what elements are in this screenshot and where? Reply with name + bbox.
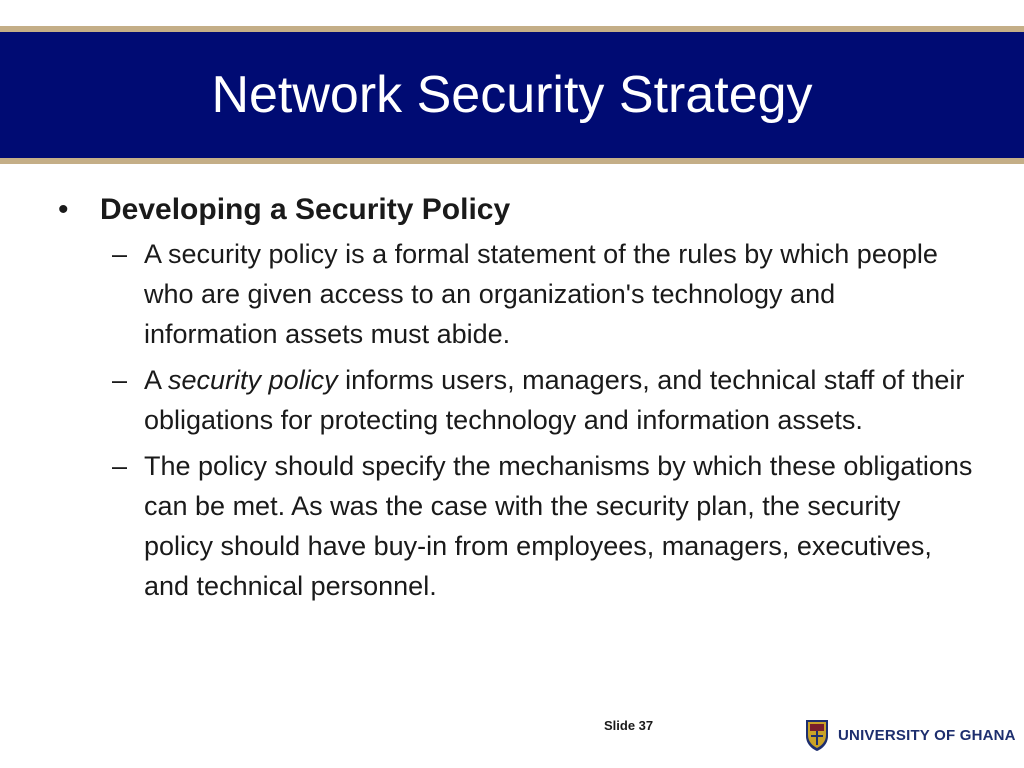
- emphasized-term: security policy: [168, 365, 338, 395]
- bullet-marker: •: [58, 193, 69, 226]
- sub-bullet-text: [144, 360, 974, 440]
- dash-marker: –: [112, 451, 128, 481]
- sub-bullet-list: [112, 234, 988, 606]
- sub-bullet-item: [112, 446, 988, 606]
- university-crest-icon: [804, 718, 830, 752]
- slide-number: Slide 37: [604, 718, 654, 733]
- slide-title: Network Security Strategy: [211, 66, 813, 124]
- university-name: UNIVERSITY OF GHANA: [838, 726, 1016, 744]
- sub-bullet-prefix: A: [144, 365, 169, 395]
- sub-bullet-text: A security policy is a formal statement of the rules by which people who are given access to an organization's technology and information assets must abide.: [144, 239, 938, 349]
- slide-body: [58, 188, 988, 612]
- dash-marker: –: [112, 239, 128, 269]
- sub-bullet-item: [112, 360, 988, 440]
- bullet-heading: Developing a Security Policy: [100, 193, 511, 226]
- sub-bullet-item: [112, 234, 988, 354]
- bullet-item: [58, 188, 988, 232]
- dash-marker: –: [112, 365, 128, 395]
- sub-bullet-text: The policy should specify the mechanisms by which these obligations can be met. As was the case with the security plan, the security policy should have buy-in from employees, managers, executives, and technical personnel.: [144, 451, 973, 601]
- university-logo: [804, 718, 1016, 752]
- title-bottom-rule: [0, 158, 1024, 164]
- sub-bullet-rest: informs users, managers, and technical staff of their obligations for protecting technology and information assets.: [144, 365, 965, 435]
